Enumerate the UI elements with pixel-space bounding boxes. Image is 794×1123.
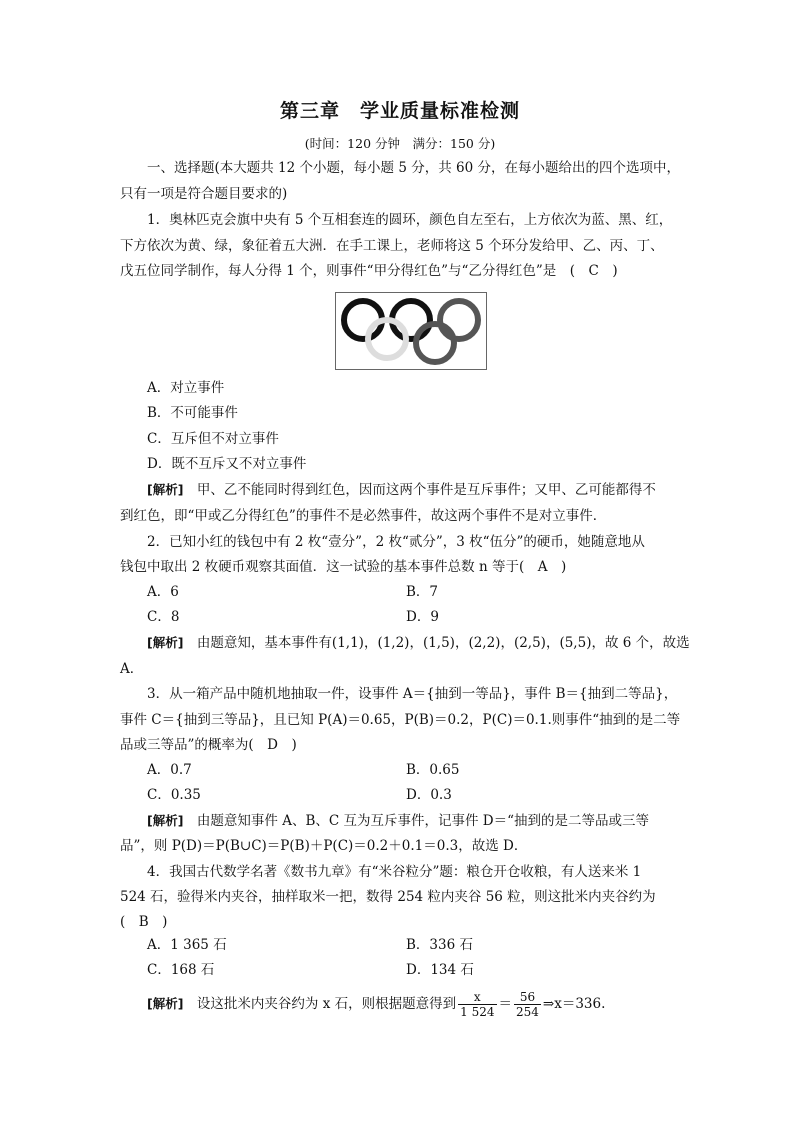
- q4-analysis-line-1: [120, 988, 707, 1020]
- equals-sign: ＝: [498, 996, 512, 1012]
- page-title: 第三章 学业质量标准检测: [279, 100, 520, 122]
- q2-line-1: 2．已知小红的钱包中有 2 枚“壹分”，2 枚“贰分”，3 枚“伍分”的硬币，她随意地从: [147, 534, 645, 550]
- q3-line-3: 品或三等品”的概率为( D ): [120, 737, 297, 753]
- q3-option-d: D．0.3: [406, 787, 452, 803]
- fraction-56-over-254: [514, 990, 541, 1019]
- fraction-denominator: 1 524: [460, 1005, 495, 1019]
- q1-option-c: C．互斥但不对立事件: [147, 431, 279, 447]
- q4-option-a: A．1 365 石: [147, 937, 227, 953]
- q2-analysis-line-2: A．: [120, 661, 144, 677]
- q4-line-1: 4．我国古代数学名著《数书九章》有“米谷粒分”题：粮仓开仓收粮，有人送来米 1: [147, 864, 642, 880]
- q1-option-a: A．对立事件: [147, 380, 225, 396]
- olympic-rings-figure: [335, 292, 487, 370]
- analysis-tag: [解析]: [147, 996, 184, 1011]
- q2-analysis-line-1: [120, 633, 707, 653]
- q1-line-2: 下方依次为黄、绿，象征着五大洲．在手工课上，老师将这 5 个环分发给甲、乙、丙、丁、: [120, 238, 664, 254]
- q4-option-b: B．336 石: [406, 937, 473, 953]
- q1-analysis-line-2: 到红色，即“甲或乙分得红色”的事件不是必然事件，故这两个事件不是对立事件．: [120, 508, 607, 524]
- q2-option-c: C．8: [147, 609, 180, 625]
- fraction-numerator: 56: [514, 990, 541, 1005]
- q2-analysis-text-1: 由题意知，基本事件有(1,1)，(1,2)，(1,5)，(2,2)，(2,5)，(5,5)，故 6 个，故选: [183, 635, 690, 651]
- q3-line-2: 事件 C＝{抽到三等品}，且已知 P(A)＝0.65，P(B)＝0.2，P(C)＝0.1.则事件“抽到的是二等: [120, 712, 681, 728]
- q3-analysis-line-2: 品”，则 P(D)＝P(B∪C)＝P(B)＋P(C)＝0.2＋0.1＝0.3，故选 D．: [120, 838, 528, 854]
- q2-option-d: D．9: [406, 609, 439, 625]
- analysis-tag: [解析]: [147, 635, 184, 650]
- q3-analysis-line-1: [120, 811, 707, 831]
- q4-line-3: ( B ): [120, 914, 168, 930]
- section-heading-line-2: 只有一项是符合题目要求的): [120, 186, 288, 202]
- q4-analysis-result: ⇒x＝336.: [542, 996, 606, 1012]
- q3-line-1: 3．从一箱产品中随机地抽取一件，设事件 A＝{抽到一等品}，事件 B＝{抽到二等品}，: [147, 686, 678, 702]
- q3-option-b: B．0.65: [406, 762, 460, 778]
- q1-analysis-line-1: [120, 480, 707, 500]
- q1-option-b: B．不可能事件: [147, 405, 238, 421]
- q2-line-2: 钱包中取出 2 枚硬币观察其面值．这一试验的基本事件总数 n 等于( A ): [120, 559, 567, 575]
- analysis-tag: [解析]: [147, 813, 184, 828]
- olympic-rings-icon: [336, 293, 486, 369]
- q2-option-b: B．7: [406, 584, 439, 600]
- fraction-x-over-1524: [458, 990, 496, 1019]
- q3-analysis-text-1: 由题意知事件 A、B、C 互为互斥事件，记事件 D＝“抽到的是二等品或三等: [183, 813, 650, 829]
- q2-option-a: A．6: [147, 584, 179, 600]
- q4-line-2: 524 石，验得米内夹谷，抽样取米一把，数得 254 粒内夹谷 56 粒，则这批米内夹谷约为: [120, 889, 656, 905]
- q3-option-c: C．0.35: [147, 787, 201, 803]
- page-subtitle: (时间：120 分钟 满分：150 分): [304, 136, 496, 151]
- q1-line-3: 戊五位同学制作，每人分得 1 个，则事件“甲分得红色”与“乙分得红色”是 ( C ): [120, 263, 618, 279]
- q4-analysis-text-1: 设这批米内夹谷约为 x 石，则根据题意得到: [183, 996, 457, 1012]
- fraction-numerator: x: [458, 990, 496, 1005]
- analysis-tag: [解析]: [147, 482, 184, 497]
- q1-option-d: D．既不互斥又不对立事件: [147, 456, 307, 472]
- fraction-denominator: 254: [516, 1005, 539, 1019]
- q3-option-a: A．0.7: [147, 762, 192, 778]
- q4-option-d: D．134 石: [406, 962, 474, 978]
- q1-line-1: 1．奥林匹克会旗中央有 5 个互相套连的圆环，颜色自左至右，上方依次为蓝、黑、红，: [147, 212, 673, 228]
- q4-option-c: C．168 石: [147, 962, 215, 978]
- q1-analysis-text-1: 甲、乙不能同时得到红色，因而这两个事件是互斥事件；又甲、乙可能都得不: [183, 482, 656, 498]
- section-heading-line-1: 一、选择题(本大题共 12 个小题，每小题 5 分，共 60 分，在每小题给出的四个选项中，: [147, 160, 680, 176]
